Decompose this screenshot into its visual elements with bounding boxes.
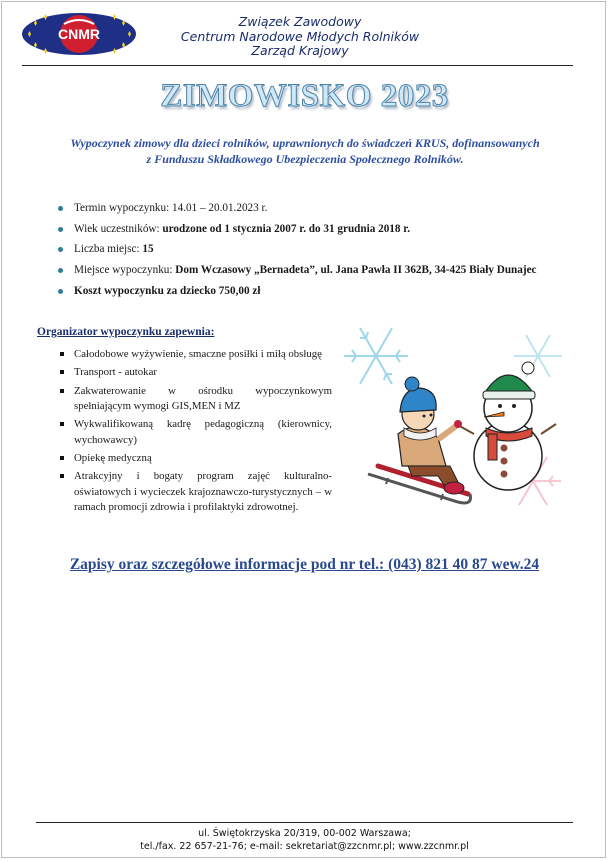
page-title: ZIMOWISKO 2023 <box>160 78 449 114</box>
list-item: Zakwaterowanie w ośrodku wypoczynkowym spełniającym wymogi GIS,MEN i MZ <box>60 384 332 414</box>
organizer-heading: Organizator wypoczynku zapewnia: <box>37 326 215 338</box>
detail-value: 14.01 – 20.01.2023 r. <box>172 202 268 214</box>
list-item: Atrakcyjny i bogaty program zajęć kulturalno-oświatowych i wycieczek krajoznawczo-turystycznych – w ramach promocji zdrowia i profilaktyki zdrowotnej. <box>60 469 332 515</box>
snowflake-icon <box>344 328 408 384</box>
list-item: Opiekę medyczną <box>60 451 332 466</box>
list-item: Wykwalifikowaną kadrę pedagogiczną (kierownicy, wychowawcy) <box>60 417 332 447</box>
footer-contact: tel./fax. 22 657-21-76; e-mail: sekretariat@zzcnmr.pl; www.zzcnmr.pl <box>140 841 469 852</box>
org-line-3: Zarząd Krajowy <box>251 43 349 58</box>
child-icon <box>368 377 471 503</box>
detail-value: urodzone od 1 stycznia 2007 r. do 31 grudnia 2018 r. <box>162 222 411 235</box>
snowflake-icon <box>514 335 562 377</box>
footer <box>0 827 609 853</box>
contact-info: Zapisy oraz szczegółowe informacje pod nr tel.: (043) 821 40 87 wew.24 <box>69 556 540 573</box>
detail-label: Wiek uczestników: <box>74 222 163 235</box>
detail-label: Liczba miejsc: <box>74 243 143 256</box>
cnmr-logo-icon <box>20 12 138 56</box>
header-divider <box>22 65 573 66</box>
child-sled-snowman-illustration <box>338 316 568 516</box>
subtitle-line-2: z Funduszu Składkowego Ubezpieczenia Społecznego Rolników. <box>146 152 464 166</box>
detail-item-age <box>58 219 578 240</box>
org-line-1: Związek Zawodowy <box>238 14 362 29</box>
footer-divider <box>36 822 573 823</box>
organization-name <box>150 15 450 59</box>
list-item: Transport - autokar <box>60 365 332 380</box>
org-line-2: Centrum Narodowe Młodych Rolników <box>180 28 420 44</box>
snowman-icon <box>456 362 556 490</box>
footer-address: ul. Świętokrzyska 20/319, 00-002 Warszawa; <box>198 828 411 839</box>
detail-value: 15 <box>142 243 154 256</box>
provides-list <box>60 347 332 518</box>
list-item: Całodobowe wyżywienie, smaczne posiłki i miłą obsługę <box>60 347 332 362</box>
detail-label: Termin wypoczynku: <box>74 202 173 214</box>
detail-value: Dom Wczasowy „Bernadeta”, ul. Jana Pawła II 362B, 34-425 Biały Dunajec <box>175 264 537 277</box>
detail-label: Koszt wypoczynku za dziecko 750,00 zł <box>74 284 261 297</box>
detail-item-places <box>58 239 578 260</box>
detail-item-location <box>58 260 578 281</box>
logo-text: CNMR <box>58 26 100 42</box>
details-list <box>58 198 578 302</box>
detail-item-cost <box>58 281 578 302</box>
subtitle <box>40 135 570 167</box>
detail-item-dates <box>58 198 578 219</box>
detail-label: Miejsce wypoczynku: <box>74 264 176 277</box>
subtitle-line-1: Wypoczynek zimowy dla dzieci rolników, uprawnionych do świadczeń KRUS, dofinansowanych <box>70 136 540 150</box>
